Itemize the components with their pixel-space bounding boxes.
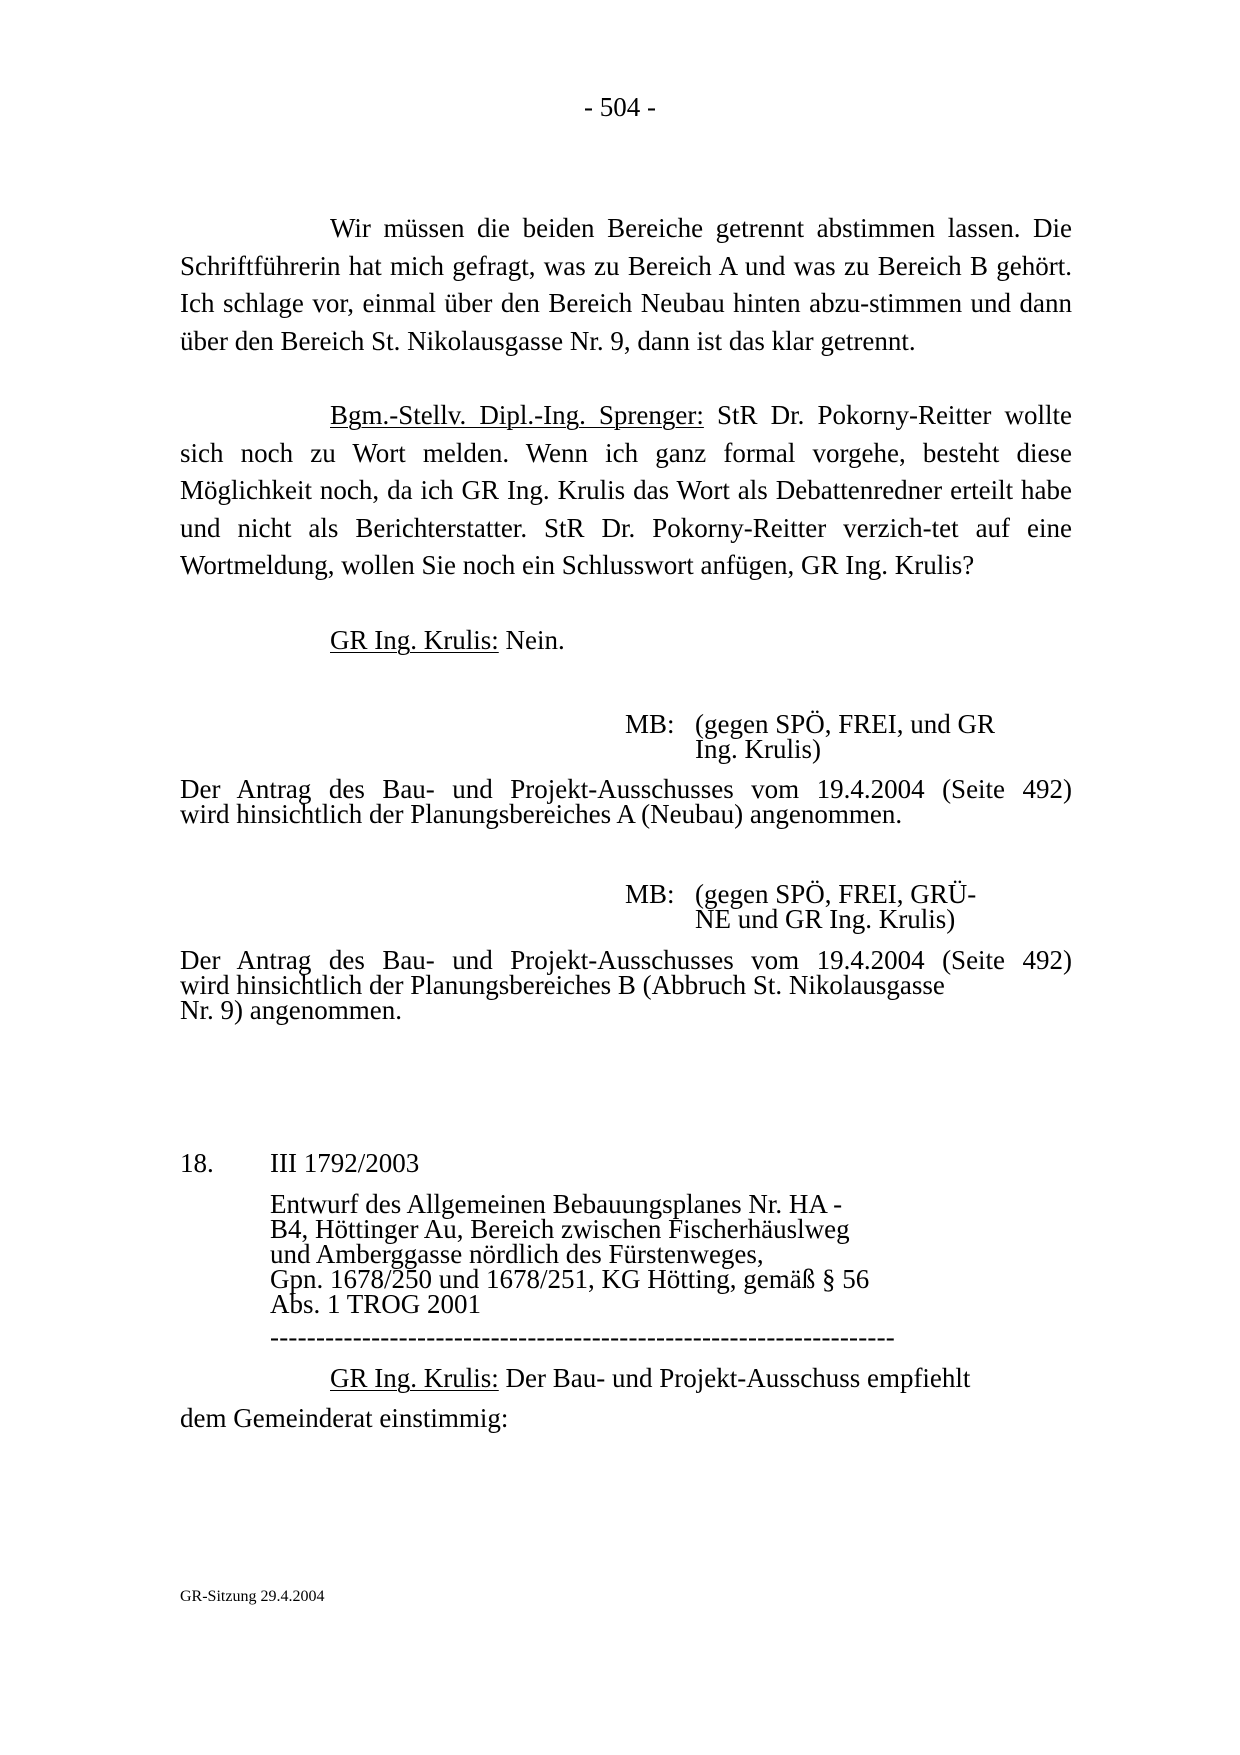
agenda-item-number: 18. bbox=[180, 1148, 214, 1178]
vote-result-1 bbox=[625, 709, 1045, 764]
paragraph-sprenger bbox=[180, 397, 1072, 585]
paragraph-krulis-recommendation bbox=[180, 1358, 1072, 1438]
vote-label: MB: bbox=[625, 709, 675, 739]
vote-label: MB: bbox=[625, 879, 675, 909]
agenda-item-description: Entwurf des Allgemeinen Bebauungsplanes Nr. HA - B4, Höttinger Au, Bereich zwischen Fischerhäuslweg und Amberggasse nördlich des Fürstenweges, Gpn. 1678/250 und 1678/251, KG Hötting, gemäß § 56 Abs. 1 TROG 2001 bbox=[270, 1189, 870, 1319]
speaker-name: Bgm.-Stellv. Dipl.-Ing. Sprenger: bbox=[330, 400, 704, 430]
page-number: - 504 - bbox=[584, 92, 656, 122]
vote-detail: (gegen SPÖ, FREI, GRÜ- NE und GR Ing. Krulis) bbox=[695, 879, 977, 934]
resolution-2: Der Antrag des Bau- und Projekt-Ausschusses vom 19.4.2004 (Seite 492) wird hinsichtlich der Planungsbereiches B (Abbruch St. Nikolausgasse Nr. 9) angenommen. bbox=[180, 945, 1072, 1025]
speaker-name: GR Ing. Krulis: bbox=[330, 1363, 499, 1393]
paragraph-text: Der Bau- und Projekt-Ausschuss empfiehlt bbox=[498, 1363, 971, 1393]
paragraph-krulis-reply bbox=[180, 622, 1072, 660]
speaker-name: GR Ing. Krulis: bbox=[330, 625, 499, 655]
paragraph-voting-procedure bbox=[180, 210, 1072, 360]
paragraph-text-line2: dem Gemeinderat einstimmig: bbox=[180, 1403, 509, 1433]
vote-detail: (gegen SPÖ, FREI, und GR Ing. Krulis) bbox=[695, 709, 996, 764]
agenda-item-reference: III 1792/2003 bbox=[270, 1148, 420, 1178]
paragraph-text: StR Dr. Pokorny-Reitter wollte sich noch zu Wort melden. Wenn ich ganz formal vorgehe, besteht diese Möglichkeit noch, da ich GR Ing. Krulis das Wort als Debattenredner erteilt habe und nicht als Berichterstatter. StR Dr. Pokorny-Reitter verzich-tet auf eine Wortmeldung, wollen Sie noch ein Schlusswort anfügen, GR Ing. Krulis? bbox=[180, 400, 1072, 580]
separator-line: -------------------------------------------------------------------- bbox=[270, 1322, 896, 1352]
resolution-1: Der Antrag des Bau- und Projekt-Ausschusses vom 19.4.2004 (Seite 492) wird hinsichtlich der Planungsbereiches A (Neubau) angenommen. bbox=[180, 774, 1072, 829]
paragraph-text: Wir müssen die beiden Bereiche getrennt abstimmen lassen. Die Schriftführerin hat mich gefragt, was zu Bereich A und was zu Bereich B gehört. Ich schlage vor, einmal über den Bereich Neubau hinten abzu-stimmen und dann über den Bereich St. Nikolausgasse Nr. 9, dann ist das klar getrennt. bbox=[180, 213, 1072, 356]
paragraph-text: Nein. bbox=[498, 625, 565, 655]
footer-session-date: GR-Sitzung 29.4.2004 bbox=[180, 1588, 325, 1605]
vote-result-2 bbox=[625, 879, 1045, 934]
